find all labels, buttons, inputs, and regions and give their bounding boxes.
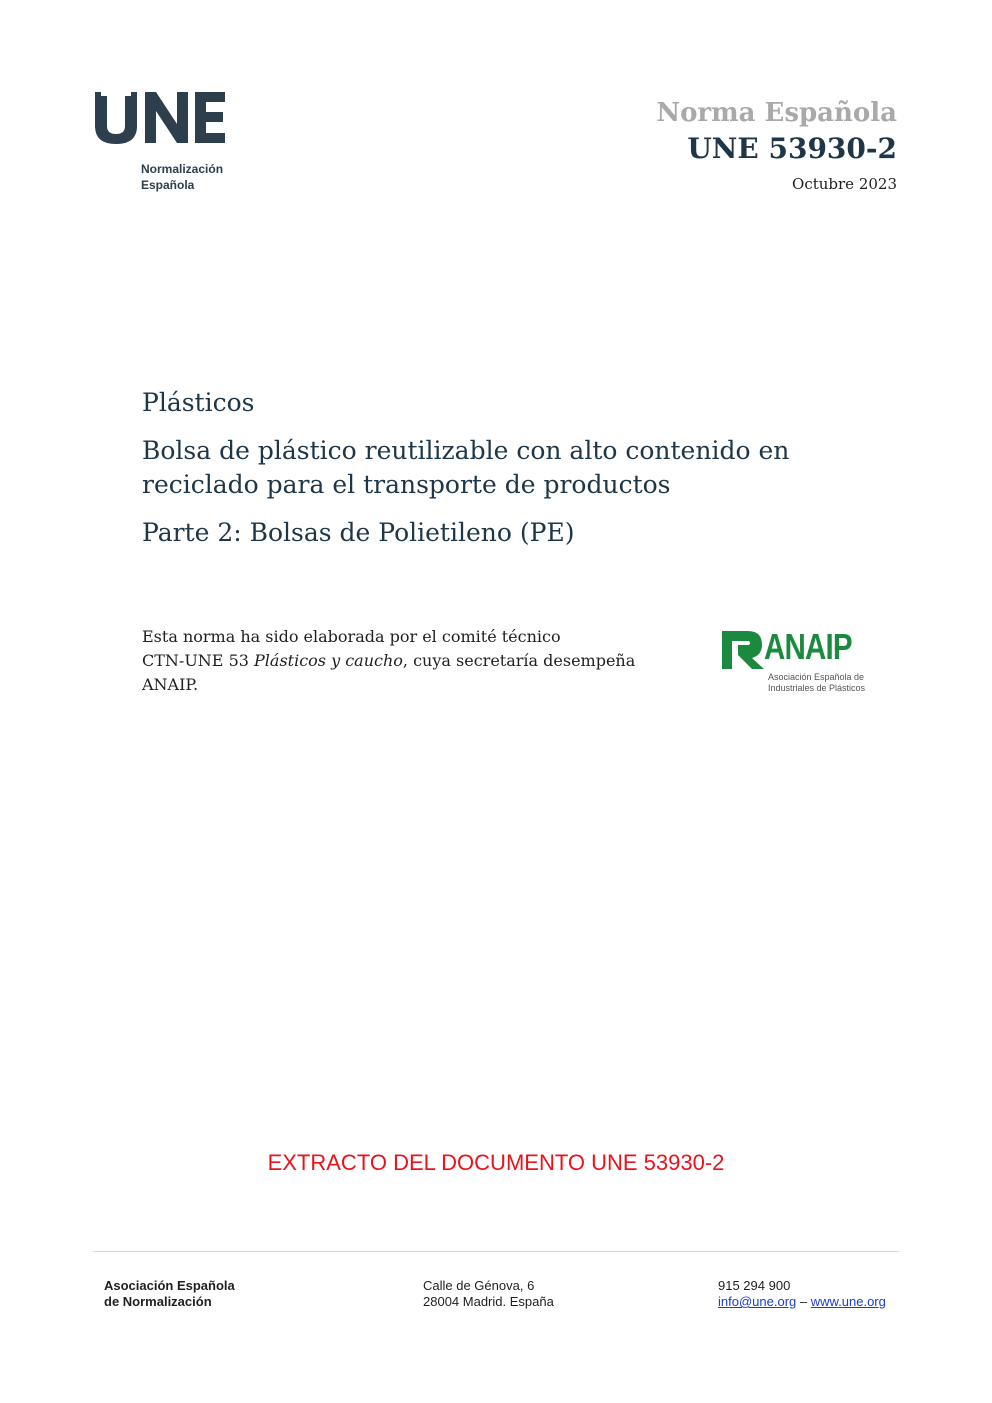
norma-date: Octubre 2023 [792, 175, 897, 193]
footer-phone: 915 294 900 [718, 1278, 791, 1293]
footer-address-line1: Calle de Génova, 6 [423, 1278, 535, 1293]
footer-address [423, 1278, 554, 1310]
title-part: Parte 2: Bolsas de Polietileno (PE) [142, 518, 575, 547]
une-logo-subtitle [141, 161, 223, 193]
committee-line1: Esta norma ha sido elaborada por el comité técnico [142, 627, 561, 646]
title-general: Plásticos [142, 388, 255, 417]
une-sub-line2: Española [141, 178, 195, 192]
committee-name: Plásticos y caucho [254, 651, 403, 670]
footer-address-line2: 28004 Madrid. España [423, 1294, 554, 1309]
footer-divider [93, 1251, 899, 1252]
anaip-logo [720, 627, 865, 697]
title-main-line2: reciclado para el transporte de productos [142, 470, 671, 499]
footer-organization [104, 1278, 235, 1310]
footer-email-link[interactable]: info@une.org [718, 1294, 797, 1309]
extract-notice: EXTRACTO DEL DOCUMENTO UNE 53930-2 [267, 1150, 725, 1175]
footer-contact [718, 1278, 886, 1310]
une-sub-line1: Normalización [141, 162, 224, 176]
footer-links [718, 1294, 886, 1310]
footer-link-separator: – [796, 1294, 811, 1309]
footer-org-line2: de Normalización [104, 1294, 212, 1309]
footer-web-link[interactable]: www.une.org [810, 1294, 886, 1309]
une-logo-mark [93, 88, 233, 148]
anaip-sub-line2: Industriales de Plásticos [768, 683, 866, 693]
anaip-wordmark: ANAIP [764, 626, 852, 667]
anaip-sub-line1: Asociación Española de [768, 672, 865, 682]
committee-statement [142, 625, 702, 697]
committee-prefix: CTN-UNE 53 [142, 651, 255, 670]
document-titles [142, 386, 842, 550]
norma-code: UNE 53930-2 [687, 132, 897, 165]
anaip-subtitle [768, 672, 865, 694]
norma-header [656, 97, 897, 193]
anaip-mark-icon [720, 629, 766, 671]
committee-line2 [142, 649, 702, 673]
title-main-line1: Bolsa de plástico reutilizable con alto contenido en [142, 436, 790, 465]
committee-line3: ANAIP. [142, 675, 199, 694]
committee-suffix: , cuya secretaría desempeña [402, 651, 636, 670]
norma-label: Norma Española [656, 98, 897, 128]
title-main [142, 434, 842, 502]
footer-org-line1: Asociación Española [104, 1278, 235, 1293]
